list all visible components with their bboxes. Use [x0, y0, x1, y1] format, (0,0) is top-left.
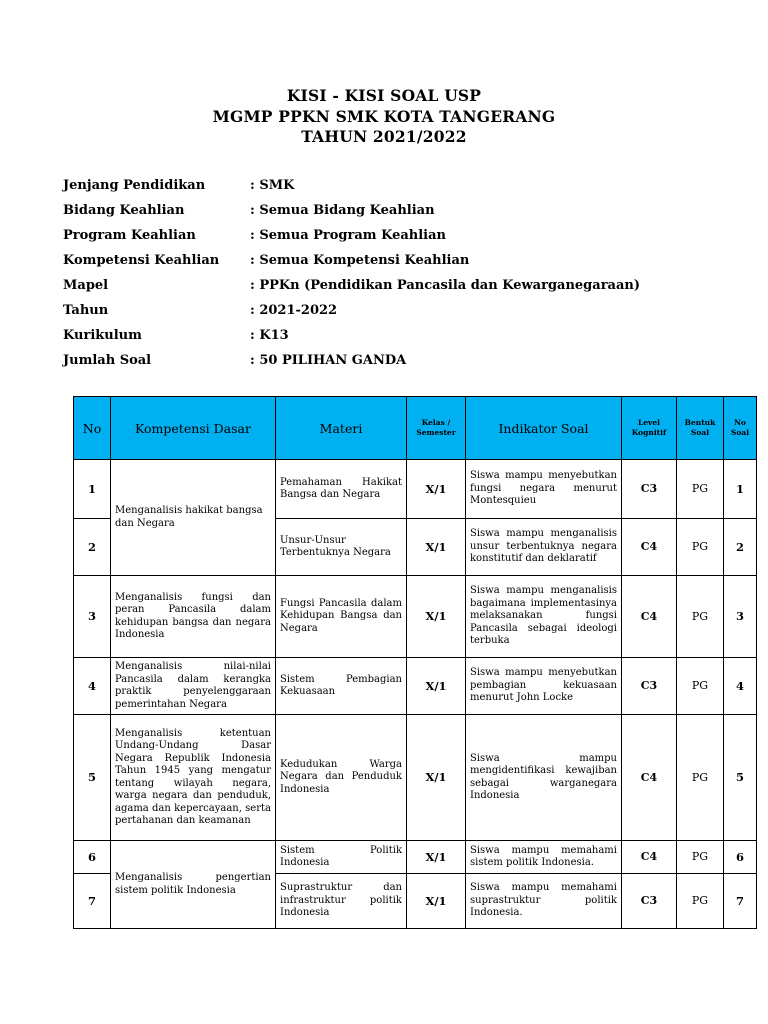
materi-cell: Suprastruktur dan infrastruktur politik Indonesia	[276, 874, 407, 929]
indikator-cell: Siswa mampu memahami suprastruktur politik Indonesia.	[466, 874, 622, 929]
row-number: 2	[74, 519, 111, 576]
table-row	[74, 658, 757, 715]
table-header-row	[74, 397, 757, 460]
level-cell: C4	[622, 841, 677, 874]
header-no-soal: No Soal	[724, 397, 757, 460]
level-cell: C3	[622, 874, 677, 929]
no-soal-cell: 1	[724, 460, 757, 519]
bentuk-cell: PG	[677, 658, 724, 715]
meta-row-kurikulum	[63, 328, 640, 353]
level-cell: C3	[622, 460, 677, 519]
row-number: 6	[74, 841, 111, 874]
indikator-cell: Siswa mampu mengidentifikasi kewajiban sebagai warganegara Indonesia	[466, 715, 622, 841]
materi-cell: Unsur-Unsur Terbentuknya Negara	[276, 519, 407, 576]
indikator-cell: Siswa mampu menganalisis bagaimana implementasinya melaksanakan fungsi Pancasila sebagai ideologi terbuka	[466, 576, 622, 658]
row-number: 1	[74, 460, 111, 519]
materi-cell: Sistem Politik Indonesia	[276, 841, 407, 874]
meta-value: : K13	[250, 328, 289, 343]
no-soal-cell: 2	[724, 519, 757, 576]
level-cell: C3	[622, 658, 677, 715]
no-soal-cell: 6	[724, 841, 757, 874]
meta-row-bidang	[63, 203, 640, 228]
meta-label: Program Keahlian	[63, 228, 196, 243]
bentuk-cell: PG	[677, 874, 724, 929]
meta-row-kompetensi	[63, 253, 640, 278]
indikator-cell: Siswa mampu menyebutkan pembagian kekuasaan menurut John Locke	[466, 658, 622, 715]
header-indikator-soal: Indikator Soal	[466, 397, 622, 460]
meta-value: : Semua Bidang Keahlian	[250, 203, 435, 218]
kompetensi-dasar-cell: Menganalisis fungsi dan peran Pancasila dalam kehidupan bangsa dan negara Indonesia	[111, 576, 276, 658]
level-cell: C4	[622, 715, 677, 841]
no-soal-cell: 4	[724, 658, 757, 715]
metadata-block	[63, 178, 640, 378]
meta-value: : 50 PILIHAN GANDA	[250, 353, 407, 368]
document-year: TAHUN 2021/2022	[301, 127, 467, 146]
table-row	[74, 576, 757, 658]
table-row	[74, 715, 757, 841]
no-soal-cell: 3	[724, 576, 757, 658]
meta-label: Mapel	[63, 278, 109, 293]
kompetensi-dasar-cell: Menganalisis pengertian sistem politik Indonesia	[111, 841, 276, 929]
kelas-cell: X/1	[407, 519, 466, 576]
meta-row-jenjang	[63, 178, 640, 203]
meta-label: Jenjang Pendidikan	[63, 178, 206, 193]
meta-row-program	[63, 228, 640, 253]
materi-cell: Kedudukan Warga Negara dan Penduduk Indonesia	[276, 715, 407, 841]
kompetensi-dasar-cell: Menganalisis ketentuan Undang-Undang Dasar Negara Republik Indonesia Tahun 1945 yang mengatur tentang wilayah negara, warga negara dan penduduk, agama dan kepercayaan, serta pertahanan dan keamanan	[111, 715, 276, 841]
bentuk-cell: PG	[677, 576, 724, 658]
level-cell: C4	[622, 576, 677, 658]
header-bentuk-soal: Bentuk Soal	[677, 397, 724, 460]
no-soal-cell: 7	[724, 874, 757, 929]
kelas-cell: X/1	[407, 658, 466, 715]
bentuk-cell: PG	[677, 519, 724, 576]
header-no: No	[74, 397, 111, 460]
meta-label: Jumlah Soal	[63, 353, 152, 368]
kompetensi-dasar-cell: Menganalisis hakikat bangsa dan Negara	[111, 460, 276, 576]
meta-row-tahun	[63, 303, 640, 328]
row-number: 7	[74, 874, 111, 929]
meta-value: : Semua Program Keahlian	[250, 228, 446, 243]
kompetensi-dasar-cell: Menganalisis nilai-nilai Pancasila dalam kerangka praktik penyelenggaraan pemerintahan Negara	[111, 658, 276, 715]
kelas-cell: X/1	[407, 715, 466, 841]
meta-row-mapel	[63, 278, 640, 303]
bentuk-cell: PG	[677, 715, 724, 841]
meta-value: : 2021-2022	[250, 303, 338, 318]
kelas-cell: X/1	[407, 841, 466, 874]
table-row	[74, 460, 757, 519]
materi-cell: Pemahaman Hakikat Bangsa dan Negara	[276, 460, 407, 519]
meta-value: : Semua Kompetensi Keahlian	[250, 253, 470, 268]
materi-cell: Fungsi Pancasila dalam Kehidupan Bangsa dan Negara	[276, 576, 407, 658]
indikator-cell: Siswa mampu menganalisis unsur terbentuknya negara konstitutif dan deklaratif	[466, 519, 622, 576]
row-number: 4	[74, 658, 111, 715]
materi-cell: Sistem Pembagian Kekuasaan	[276, 658, 407, 715]
meta-label: Bidang Keahlian	[63, 203, 185, 218]
kelas-cell: X/1	[407, 460, 466, 519]
bentuk-cell: PG	[677, 460, 724, 519]
header-kompetensi-dasar: Kompetensi Dasar	[111, 397, 276, 460]
header-kelas-semester: Kelas / Semester	[407, 397, 466, 460]
header-level-kognitif: Level Kognitif	[622, 397, 677, 460]
indikator-cell: Siswa mampu memahami sistem politik Indonesia.	[466, 841, 622, 874]
meta-value: : SMK	[250, 178, 295, 193]
meta-row-jumlah	[63, 353, 640, 378]
meta-value: : PPKn (Pendidikan Pancasila dan Kewarganegaraan)	[250, 278, 640, 293]
meta-label: Kompetensi Keahlian	[63, 253, 220, 268]
bentuk-cell: PG	[677, 841, 724, 874]
meta-label: Kurikulum	[63, 328, 142, 343]
document-subtitle: MGMP PPKN SMK KOTA TANGERANG	[212, 107, 556, 126]
meta-label: Tahun	[63, 303, 109, 318]
table-row	[74, 841, 757, 874]
kelas-cell: X/1	[407, 874, 466, 929]
level-cell: C4	[622, 519, 677, 576]
row-number: 3	[74, 576, 111, 658]
kelas-cell: X/1	[407, 576, 466, 658]
row-number: 5	[74, 715, 111, 841]
header-materi: Materi	[276, 397, 407, 460]
kisi-table	[73, 396, 757, 929]
document-title: KISI - KISI SOAL USP	[286, 86, 482, 105]
indikator-cell: Siswa mampu menyebutkan fungsi negara menurut Montesquieu	[466, 460, 622, 519]
no-soal-cell: 5	[724, 715, 757, 841]
